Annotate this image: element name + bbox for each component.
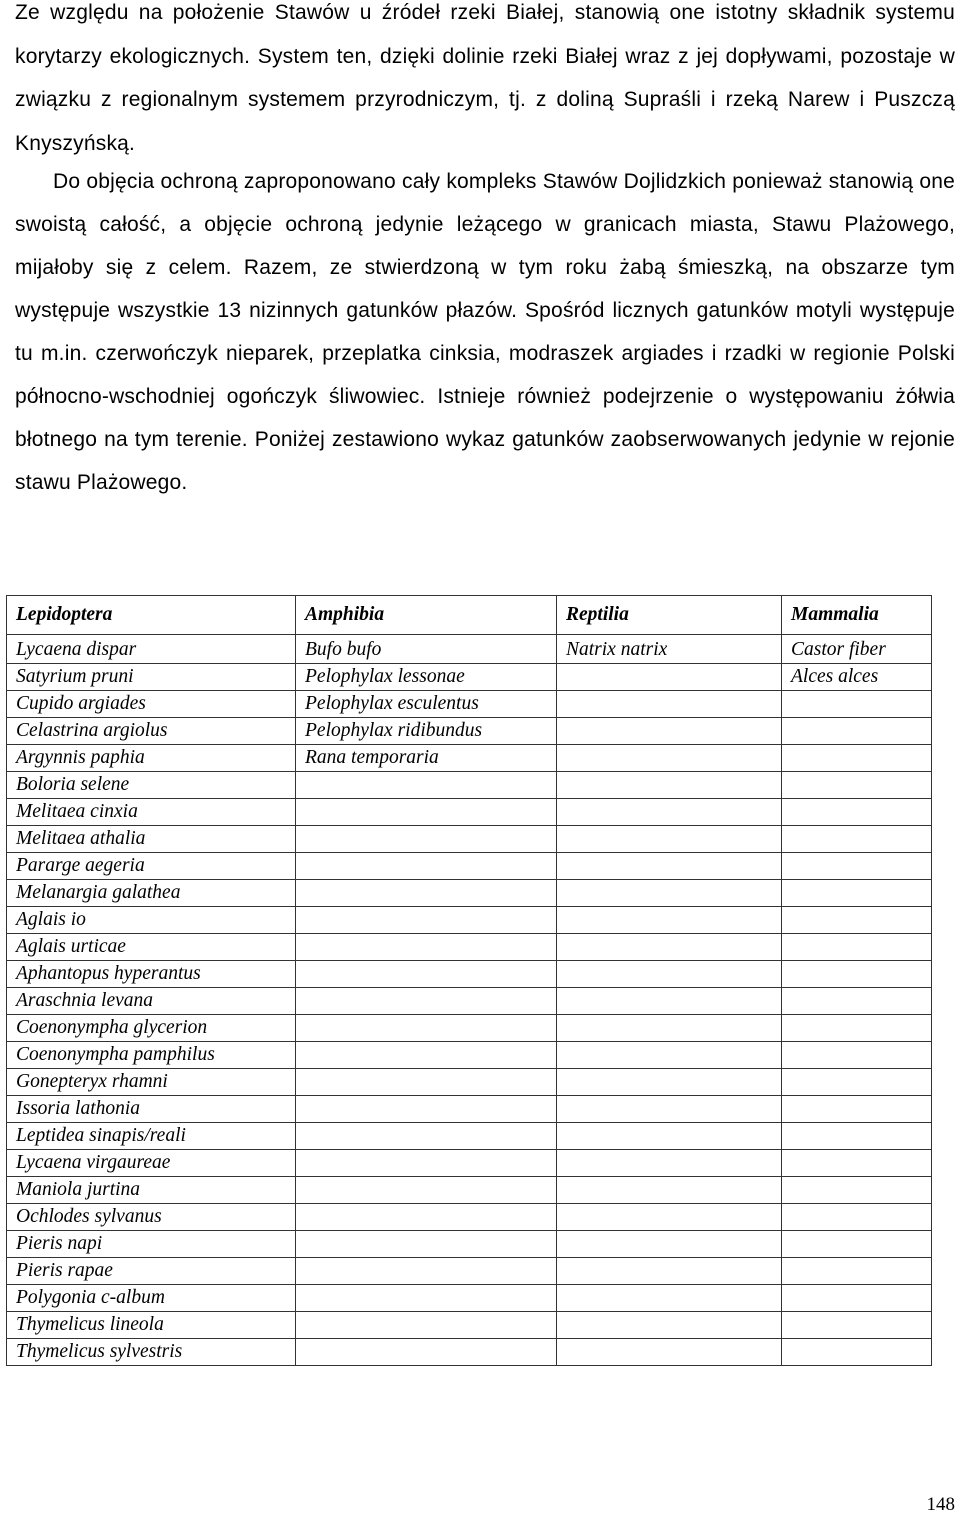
table-row <box>7 934 932 961</box>
table-cell <box>296 799 557 826</box>
table-cell <box>557 961 782 988</box>
table-cell <box>296 1339 557 1366</box>
table-cell <box>557 1069 782 1096</box>
table-cell <box>782 880 932 907</box>
table-cell <box>782 1042 932 1069</box>
table-cell <box>782 799 932 826</box>
table-cell: Leptidea sinapis/reali <box>7 1123 296 1150</box>
table-row <box>7 1285 932 1312</box>
table-cell <box>296 1312 557 1339</box>
table-row <box>7 1069 932 1096</box>
table-row <box>7 799 932 826</box>
table-cell <box>782 1123 932 1150</box>
table-cell <box>296 1096 557 1123</box>
table-cell: Thymelicus lineola <box>7 1312 296 1339</box>
table-cell <box>782 772 932 799</box>
table-row <box>7 718 932 745</box>
table-cell <box>782 1339 932 1366</box>
table-cell <box>557 1312 782 1339</box>
species-table-header-row <box>7 596 932 635</box>
table-cell <box>296 1204 557 1231</box>
table-cell <box>296 772 557 799</box>
table-cell <box>296 907 557 934</box>
species-table <box>6 595 932 1366</box>
table-row <box>7 853 932 880</box>
table-row <box>7 907 932 934</box>
table-row <box>7 1123 932 1150</box>
table-cell <box>296 1285 557 1312</box>
table-row <box>7 772 932 799</box>
table-cell <box>296 961 557 988</box>
table-row <box>7 961 932 988</box>
table-cell <box>296 1015 557 1042</box>
table-cell <box>782 1258 932 1285</box>
table-cell <box>782 1177 932 1204</box>
table-cell: Melitaea athalia <box>7 826 296 853</box>
table-cell <box>782 907 932 934</box>
table-cell <box>557 988 782 1015</box>
table-cell <box>782 1069 932 1096</box>
table-cell <box>296 1042 557 1069</box>
table-cell <box>557 1150 782 1177</box>
table-cell: Pararge aegeria <box>7 853 296 880</box>
table-cell <box>296 1123 557 1150</box>
table-cell <box>557 907 782 934</box>
table-cell <box>782 826 932 853</box>
table-cell: Aglais io <box>7 907 296 934</box>
table-cell: Pelophylax esculentus <box>296 691 557 718</box>
table-cell: Lycaena dispar <box>7 635 296 664</box>
table-row <box>7 880 932 907</box>
table-cell <box>557 745 782 772</box>
table-cell <box>296 1177 557 1204</box>
table-cell: Coenonympha glycerion <box>7 1015 296 1042</box>
species-table-body <box>7 635 932 1366</box>
table-cell: Natrix natrix <box>557 635 782 664</box>
table-row <box>7 1096 932 1123</box>
table-cell <box>557 1285 782 1312</box>
paragraph-ecological-corridors: Ze względu na położenie Stawów u źródeł rzeki Białej, stanowią one istotny składnik systemu korytarzy ekologicznych. System ten, dzięki dolinie rzeki Białej wraz z jej dopływami, pozostaje w związku z regionalnym systemem przyrodniczym, tj. z doliną Supraśli i rzeką Narew i Puszczą Knyszyńską. <box>15 1 955 155</box>
table-cell <box>557 1096 782 1123</box>
table-cell <box>782 1096 932 1123</box>
table-cell <box>296 826 557 853</box>
table-cell <box>782 988 932 1015</box>
table-row <box>7 1312 932 1339</box>
table-cell: Pieris rapae <box>7 1258 296 1285</box>
table-row <box>7 1177 932 1204</box>
table-cell: Celastrina argiolus <box>7 718 296 745</box>
table-cell <box>782 1150 932 1177</box>
table-cell: Aglais urticae <box>7 934 296 961</box>
table-cell: Melanargia galathea <box>7 880 296 907</box>
table-cell <box>557 691 782 718</box>
table-row <box>7 1042 932 1069</box>
table-cell <box>557 826 782 853</box>
table-cell <box>782 1204 932 1231</box>
table-row <box>7 1339 932 1366</box>
table-row <box>7 1204 932 1231</box>
table-cell: Gonepteryx rhamni <box>7 1069 296 1096</box>
table-cell: Boloria selene <box>7 772 296 799</box>
table-cell: Argynnis paphia <box>7 745 296 772</box>
table-row <box>7 1231 932 1258</box>
page-number: 148 <box>926 1494 955 1515</box>
table-cell <box>557 1339 782 1366</box>
table-cell: Castor fiber <box>782 635 932 664</box>
table-cell <box>782 745 932 772</box>
table-cell <box>296 988 557 1015</box>
table-cell: Melitaea cinxia <box>7 799 296 826</box>
table-cell <box>296 1231 557 1258</box>
table-cell <box>296 1150 557 1177</box>
table-cell: Bufo bufo <box>296 635 557 664</box>
table-row <box>7 826 932 853</box>
table-row <box>7 745 932 772</box>
table-cell <box>296 934 557 961</box>
table-cell <box>296 1069 557 1096</box>
table-cell: Thymelicus sylvestris <box>7 1339 296 1366</box>
table-cell: Coenonympha pamphilus <box>7 1042 296 1069</box>
header-amphibia: Amphibia <box>296 596 557 635</box>
table-cell <box>557 880 782 907</box>
table-cell <box>782 1231 932 1258</box>
table-cell: Maniola jurtina <box>7 1177 296 1204</box>
table-cell <box>557 853 782 880</box>
table-cell <box>557 1015 782 1042</box>
table-cell <box>296 1258 557 1285</box>
table-cell <box>782 691 932 718</box>
table-cell: Pelophylax lessonae <box>296 664 557 691</box>
table-cell <box>296 853 557 880</box>
table-cell <box>782 1312 932 1339</box>
table-cell <box>557 718 782 745</box>
table-cell: Aphantopus hyperantus <box>7 961 296 988</box>
paragraph-protection-proposal: Do objęcia ochroną zaproponowano cały kompleks Stawów Dojlidzkich ponieważ stanowią one swoistą całość, a objęcie ochroną jedynie leżącego w granicach miasta, Stawu Plażowego, mijałoby się z celem. Razem, ze stwierdzoną w tym roku żabą śmieszką, na obszarze tym występuje wszystkie 13 nizinnych gatunków płazów. Spośród licznych gatunków motyli występuje tu m.in. czerwończyk nieparek, przeplatka cinksia, modraszek argiades i rzadki w regionie Polski północno-wschodniej ogończyk śliwowiec. Istnieje również podejrzenie o występowaniu żółwia błotnego na tym terenie. Poniżej zestawiono wykaz gatunków zaobserwowanych jedynie w rejonie stawu Plażowego. <box>15 170 955 494</box>
header-lepidoptera: Lepidoptera <box>7 596 296 635</box>
table-cell <box>782 961 932 988</box>
table-cell: Pelophylax ridibundus <box>296 718 557 745</box>
table-cell <box>557 934 782 961</box>
table-row <box>7 988 932 1015</box>
table-row <box>7 1258 932 1285</box>
table-cell <box>557 772 782 799</box>
table-cell: Pieris napi <box>7 1231 296 1258</box>
table-row <box>7 691 932 718</box>
table-cell <box>782 718 932 745</box>
table-cell: Alces alces <box>782 664 932 691</box>
table-cell: Araschnia levana <box>7 988 296 1015</box>
table-cell <box>557 1204 782 1231</box>
table-cell: Polygonia c-album <box>7 1285 296 1312</box>
table-cell <box>557 1258 782 1285</box>
table-cell: Cupido argiades <box>7 691 296 718</box>
table-cell: Ochlodes sylvanus <box>7 1204 296 1231</box>
table-cell <box>557 664 782 691</box>
table-cell <box>782 934 932 961</box>
table-cell: Rana temporaria <box>296 745 557 772</box>
table-cell <box>296 880 557 907</box>
table-cell <box>782 1285 932 1312</box>
table-cell <box>557 799 782 826</box>
table-cell <box>557 1231 782 1258</box>
table-cell <box>557 1123 782 1150</box>
table-cell: Satyrium pruni <box>7 664 296 691</box>
table-row <box>7 1015 932 1042</box>
table-row <box>7 635 932 664</box>
table-cell <box>557 1177 782 1204</box>
header-reptilia: Reptilia <box>557 596 782 635</box>
table-cell <box>782 1015 932 1042</box>
table-cell: Issoria lathonia <box>7 1096 296 1123</box>
table-row <box>7 1150 932 1177</box>
table-cell: Lycaena virgaureae <box>7 1150 296 1177</box>
table-cell <box>782 853 932 880</box>
table-cell <box>557 1042 782 1069</box>
header-mammalia: Mammalia <box>782 596 932 635</box>
table-row <box>7 664 932 691</box>
